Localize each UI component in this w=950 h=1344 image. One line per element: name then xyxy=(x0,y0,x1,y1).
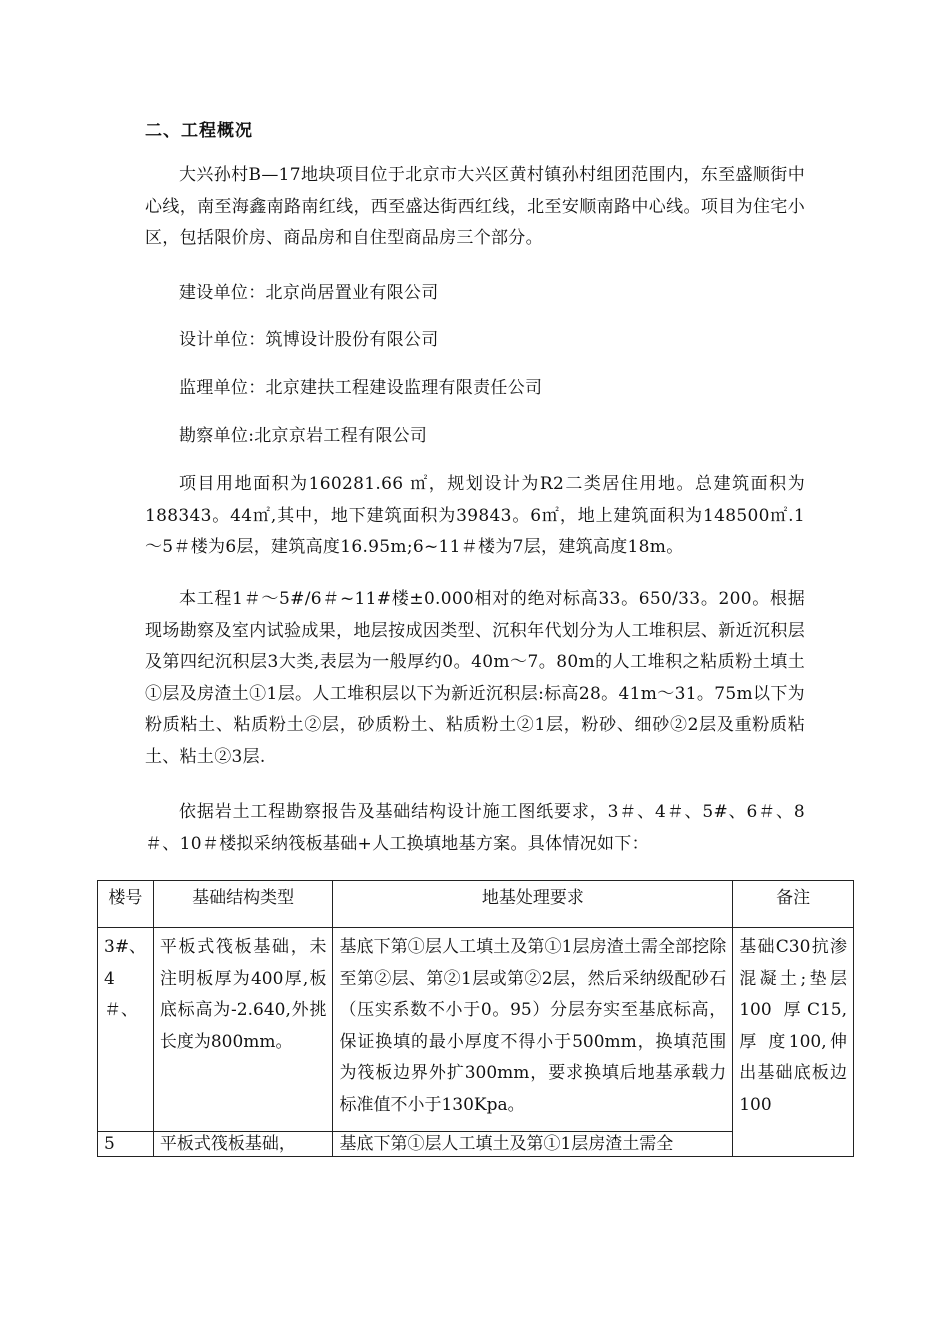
cell-foundation-type: 平板式筏板基础，未注明板厚为400厚,板底标高为-2.640,外挑长度为800mm。 xyxy=(153,928,333,1132)
header-foundation-type: 基础结构类型 xyxy=(153,881,333,928)
basis-paragraph: 依据岩土工程勘察报告及基础结构设计施工图纸要求，3＃、4＃、5#、6＃、8＃、10＃楼拟采纳筏板基础+人工换填地基方案。具体情况如下： xyxy=(145,802,806,854)
construction-unit-line: 建设单位：北京尚居置业有限公司 xyxy=(179,283,439,303)
foundation-table xyxy=(97,880,854,1157)
survey-unit-line: 勘察单位:北京京岩工程有限公司 xyxy=(179,426,428,446)
section-heading: 二、工程概况 xyxy=(145,121,253,141)
cell-building-no: 3#、4＃、 xyxy=(98,928,154,1132)
cell-building-no: 5 xyxy=(98,1132,154,1157)
header-remarks: 备注 xyxy=(733,881,854,928)
header-building-no: 楼号 xyxy=(98,881,154,928)
table-row xyxy=(98,928,854,1132)
overview-paragraph: 大兴孙村B—17地块项目位于北京市大兴区黄村镇孙村组团范围内，东至盛顺街中心线，南至海鑫南路南红线，西至盛达街西红线，北至安顺南路中心线。项目为住宅小区，包括限价房、商品房和自住型商品房三个部分。 xyxy=(145,165,805,248)
supervision-unit-line: 监理单位：北京建扶工程建设监理有限责任公司 xyxy=(179,378,543,398)
table-header-row xyxy=(98,881,854,928)
cell-treatment: 基底下第①层人工填土及第①1层房渣土需全 xyxy=(333,1132,733,1157)
area-paragraph: 项目用地面积为160281.66 ㎡，规划设计为R2二类居住用地。总建筑面积为188343。44㎡,其中，地下建筑面积为39843。6㎡，地上建筑面积为148500㎡.1～5＃楼为6层，建筑高度16.95m;6~11＃楼为7层，建筑高度18m。 xyxy=(145,474,805,557)
cell-remarks: 基础C30抗渗混凝土;垫层 100 厚C15, 厚 度100,伸出基础底板边100 xyxy=(733,928,854,1157)
engineering-paragraph: 本工程1＃～5#/6＃~11#楼±0.000相对的绝对标高33。650/33。200。根据现场勘察及室内试验成果，地层按成因类型、沉积年代划分为人工堆积层、新近沉积层及第四纪沉积层3大类,表层为一般厚约0。40m～7。80m的人工堆积之粘质粉土填土①层及房渣土①1层。人工堆积层以下为新近沉积层:标高28。41m～31。75m以下为粉质粘土、粘质粉土②层，砂质粉土、粘质粉土②1层，粉砂、细砂②2层及重粉质粘土、粘土②3层. xyxy=(145,589,805,767)
cell-foundation-type: 平板式筏板基础， xyxy=(153,1132,333,1157)
design-unit-line: 设计单位：筑博设计股份有限公司 xyxy=(179,330,439,350)
cell-treatment: 基底下第①层人工填土及第①1层房渣土需全部挖除至第②层、第②1层或第②2层，然后采纳级配砂石（压实系数不小于0。95）分层夯实至基底标高，保证换填的最小厚度不得小于500mm，换填范围为筏板边界外扩300mm，要求换填后地基承载力标准值不小于130Kpa。 xyxy=(333,928,733,1132)
header-treatment: 地基处理要求 xyxy=(333,881,733,928)
